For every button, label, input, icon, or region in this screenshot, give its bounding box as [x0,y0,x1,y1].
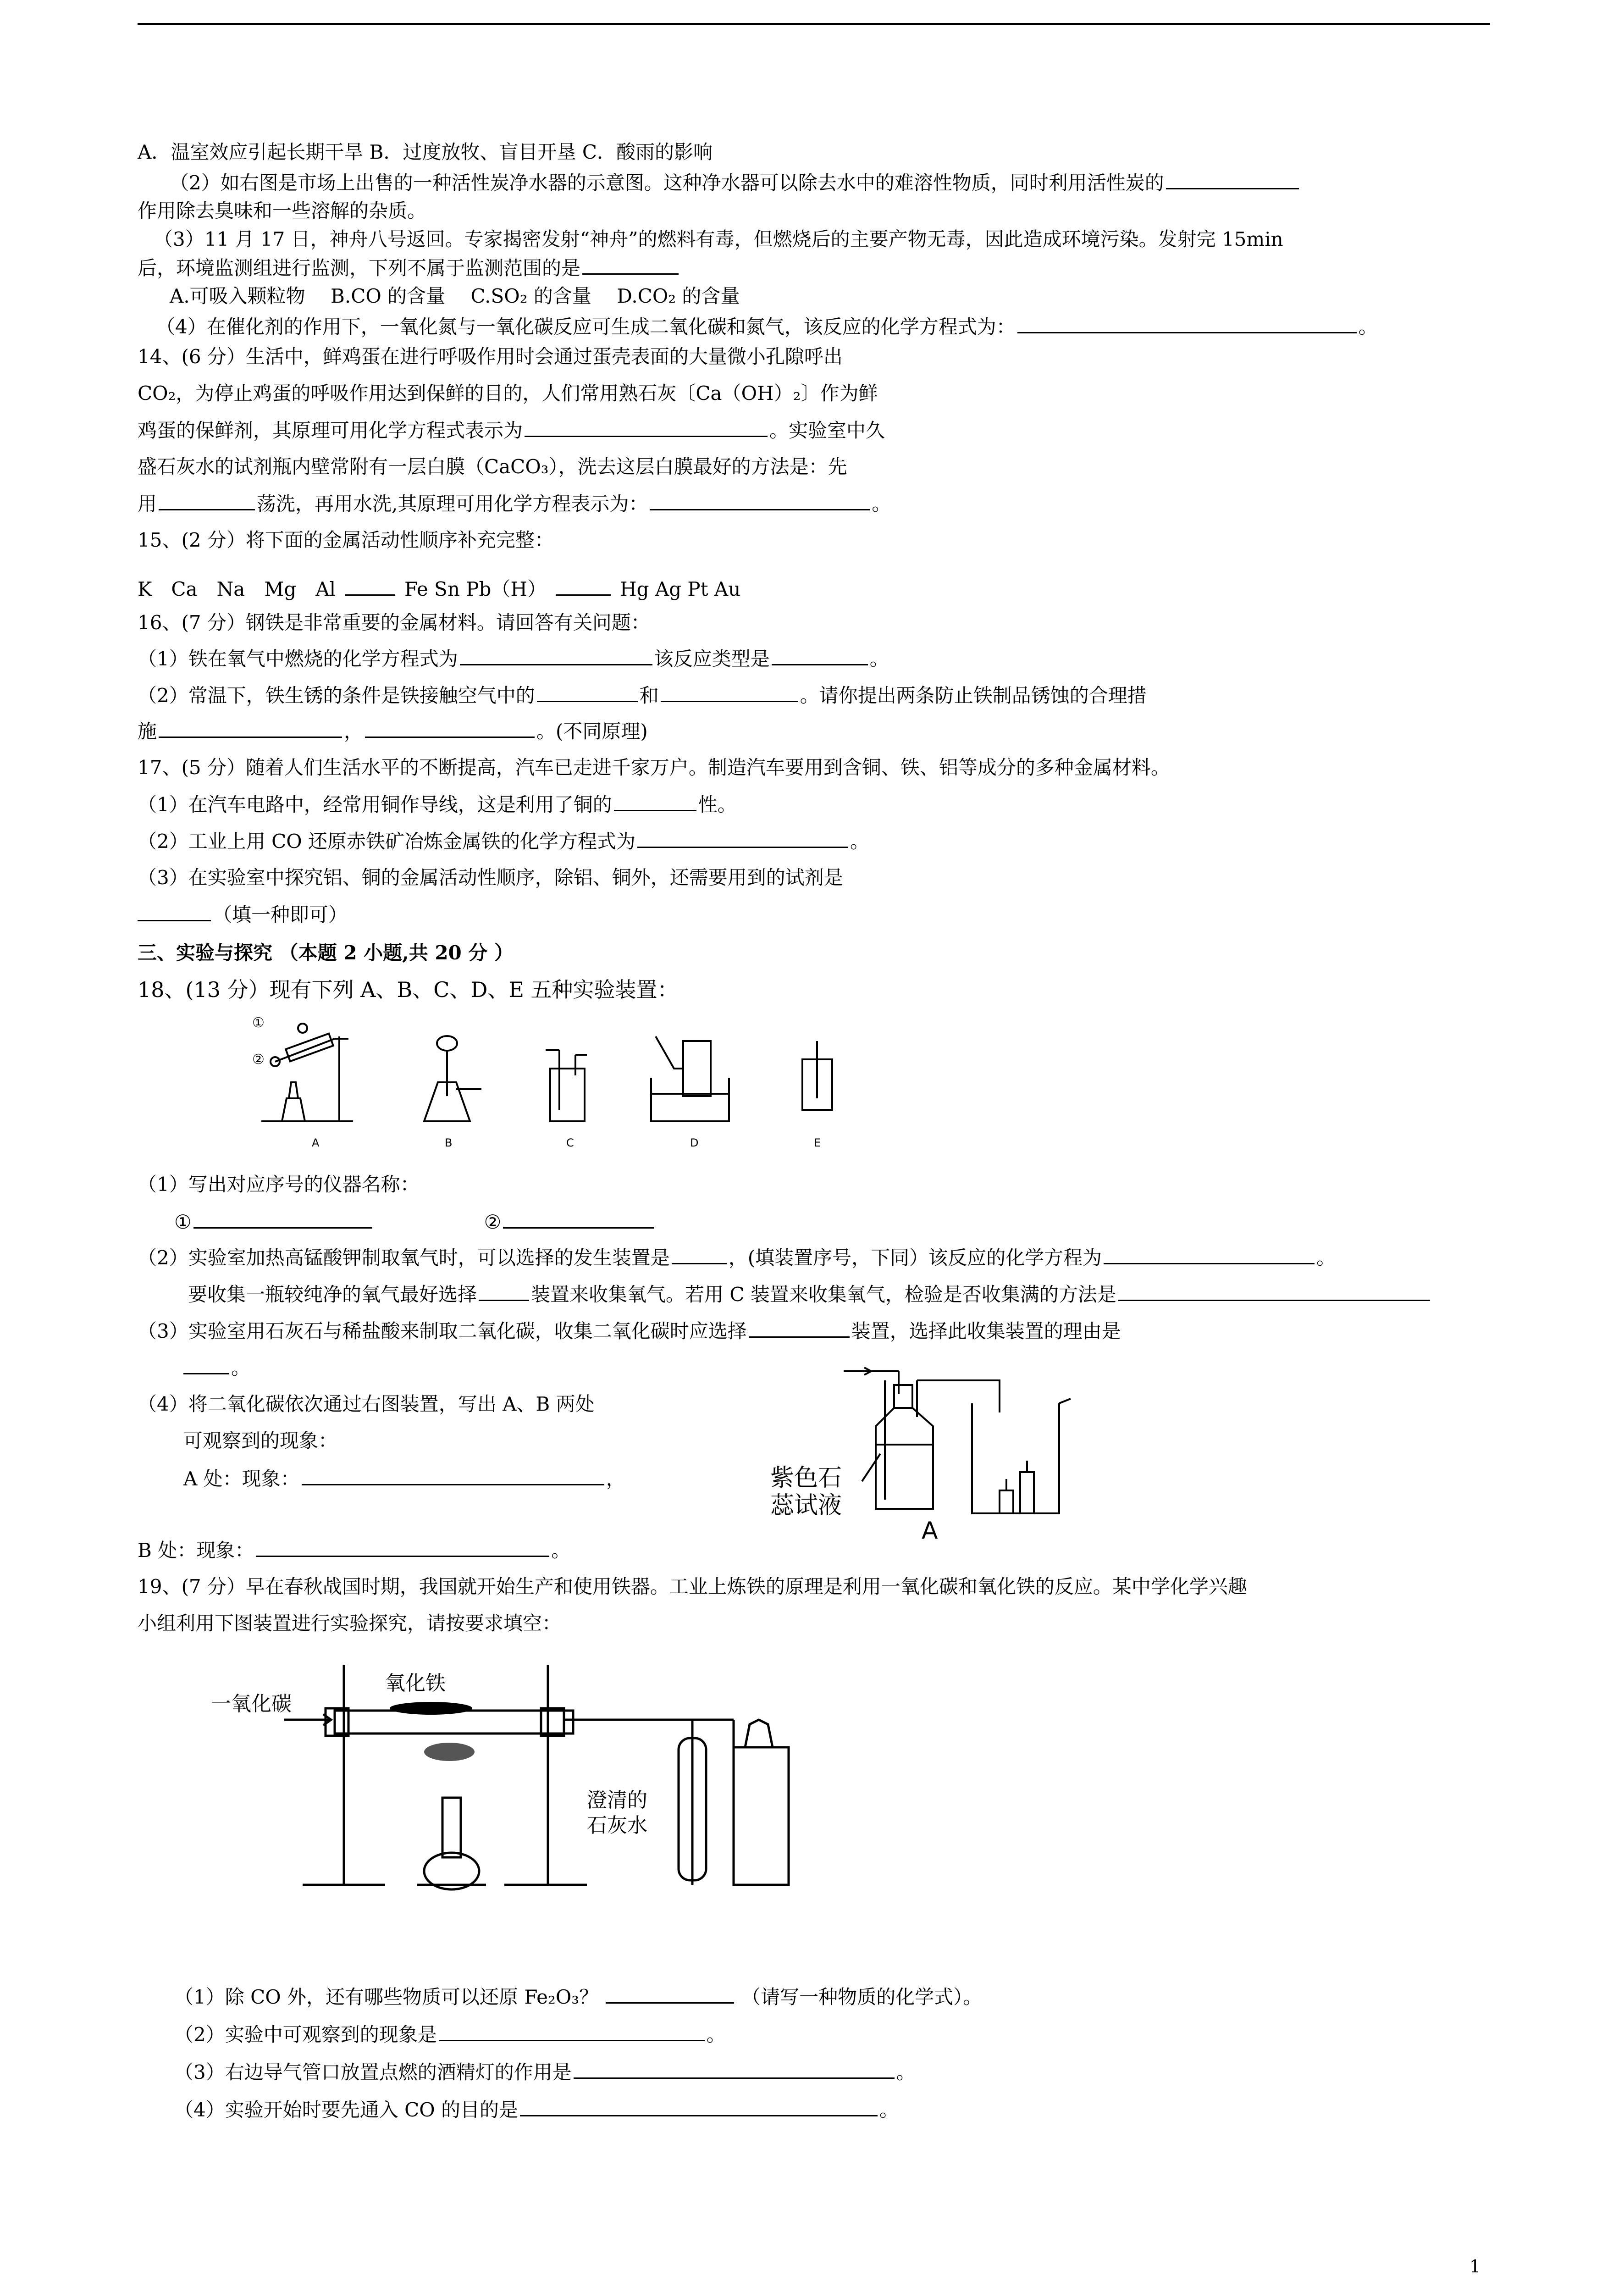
answer-blank[interactable] [606,1984,734,2004]
answer-blank[interactable] [520,2097,878,2116]
apparatus-label: E [814,1136,821,1149]
text-line: （3）实验室用石灰石与稀盐酸来制取二氧化碳，收集二氧化碳时应选择 装置，选择此收集装置的理由是 [138,1318,1121,1344]
answer-blank[interactable] [138,902,211,921]
text-line: 15、(2 分）将下面的金属活动性顺序补充完整： [138,529,554,551]
text-line: 后，环境监测组进行监测，下列不属于监测范围的是 [138,255,680,281]
text-line: 小组利用下图装置进行实验探究，请按要求填空： [138,1612,562,1634]
answer-blank[interactable] [614,792,696,811]
answer-blank[interactable] [365,718,535,738]
litmus-label: 蕊试液 [770,1492,842,1519]
text-line: 19、(7 分）早在春秋战国时期，我国就开始生产和使用铁器。工业上炼铁的原理是利用一氧化碳和氧化铁的反应。某中学化学兴趣 [138,1575,1247,1598]
text-line: （3）在实验室中探究铝、铜的金属活动性顺序，除铝、铜外，还需要用到的试剂是 [138,866,843,889]
answer-blank[interactable] [159,718,342,738]
text-line: （2）常温下，铁生锈的条件是铁接触空气中的 和 。请你提出两条防止铁制品锈蚀的合理措 [138,682,1147,709]
text-line: （3）右边导气管口放置点燃的酒精灯的作用是 。 [174,2059,916,2085]
text-line: （2）实验中可观察到的现象是 。 [174,2022,726,2048]
answer-blank[interactable] [256,1537,549,1557]
text-line: （4）在催化剂的作用下，一氧化氮与一氧化碳反应可生成二氧化碳和氮气，该反应的化学方程式为： 。 [156,314,1378,340]
text-line: 18、(13 分）现有下列 A、B、C、D、E 五种实验装置： [138,977,679,1002]
text-line: A.可吸入颗粒物 B.CO 的含量 C.SO₂ 的含量 D.CO₂ 的含量 [170,285,740,307]
header-rule [138,23,1490,25]
text-line: （3）11 月 17 日，神舟八号返回。专家揭密发射“神舟”的燃料有毒，但燃烧后的主要产物无毒，因此造成环境污染。发射完 15min [154,228,1283,250]
text-line: （填一种即可） [138,902,348,928]
iron-smelting-figure [211,1656,834,1908]
litmus-label: 紫色石 [770,1464,842,1492]
litmus-letter: A [922,1517,938,1545]
answer-blank[interactable] [1104,1245,1315,1264]
answer-blank[interactable] [1166,170,1299,189]
text-line: 作用除去臭味和一些溶解的杂质。 [138,199,427,222]
text-line: （2）工业上用 CO 还原赤铁矿冶炼金属铁的化学方程式为 。 [138,828,869,854]
co-label: 一氧化碳 [211,1692,292,1716]
text-line: 用 荡洗，再用水洗,其原理可用化学方程表示为： 。 [138,491,891,517]
co2-figure [770,1362,1100,1545]
text-line: （4）实验开始时要先通入 CO 的目的是 。 [174,2097,899,2123]
answer-blank[interactable] [439,2022,705,2041]
answer-blank[interactable] [159,491,255,510]
apparatus-label: B [445,1136,453,1149]
limewater-label: 澄清的 [587,1789,647,1812]
text-line: 14、(6 分）生活中，鲜鸡蛋在进行呼吸作用时会通过蛋壳表面的大量微小孔隙呼出 [138,345,843,368]
text-line: 要收集一瓶较纯净的氧气最好选择 装置来收集氧气。若用 C 装置来收集氧气，检验是否收集满的方法是 [188,1281,1432,1307]
circle-label: ① [252,1015,265,1031]
text-line: （1）除 CO 外，还有哪些物质可以还原 Fe₂O₃？ （请写一种物质的化学式）。 [174,1984,982,2010]
text-line: （2）如右图是市场上出售的一种活性炭净水器的示意图。这种净水器可以除去水中的难溶性物质，同时利用活性炭的 [170,170,1301,196]
text-line: 鸡蛋的保鲜剂，其原理可用化学方程式表示为 。实验室中久 [138,417,885,443]
apparatus-label: C [566,1136,574,1149]
text-line: 盛石灰水的试剂瓶内壁常附有一层白膜（CaCO₃），洗去这层白膜最好的方法是：先 [138,455,847,478]
answer-blank[interactable] [525,417,768,437]
answer-blank[interactable] [556,576,611,596]
text-line: （1）在汽车电路中，经常用铜作导线，这是利用了铜的 性。 [138,792,737,818]
text-line: 可观察到的现象： [183,1429,338,1452]
answer-blank[interactable] [537,682,638,702]
answer-blank[interactable] [460,646,652,665]
answer-blank[interactable] [1118,1281,1430,1301]
answer-blank[interactable] [345,576,395,596]
page-number: 1 [1469,2256,1481,2276]
answer-blank[interactable] [650,491,870,510]
answer-blank[interactable] [183,1355,229,1374]
text-line: （2）实验室加热高锰酸钾制取氧气时，可以选择的发生装置是 ，(填装置序号，下同）该反应的化学方程为 。 [138,1245,1336,1271]
text-line: 。 [183,1355,250,1381]
text-line: 施 ， 。(不同原理) [138,718,648,744]
apparatus-label: A [312,1136,320,1149]
circle-label: ② [252,1052,265,1068]
text-line: K Ca Na Mg Al Fe Sn Pb（H） Hg Ag Pt Au [138,576,740,602]
text-line: A．温室效应引起长期干旱 B．过度放牧、盲目开垦 C．酸雨的影响 [138,141,713,163]
answer-blank[interactable] [193,1209,372,1229]
text-line: B 处：现象： 。 [138,1537,570,1563]
answer-blank[interactable] [772,646,868,665]
text-line: （4）将二氧化碳依次通过右图装置，写出 A、B 两处 [138,1393,595,1415]
section-heading: 三、实验与探究 （本题 2 小题,共 20 分 ） [138,942,514,964]
text-line: ① ② [174,1209,656,1235]
answer-blank[interactable] [302,1466,604,1485]
answer-blank[interactable] [661,682,798,702]
answer-blank[interactable] [749,1318,850,1338]
answer-blank[interactable] [672,1245,727,1264]
answer-blank[interactable] [574,2059,895,2079]
answer-blank[interactable] [1017,314,1357,333]
fe2o3-label: 氧化铁 [385,1672,446,1695]
text-line: CO₂，为停止鸡蛋的呼吸作用达到保鲜的目的，人们常用熟石灰〔Ca（OH）₂〕作为鲜 [138,382,878,404]
answer-blank[interactable] [582,255,679,275]
text-line: （1）写出对应序号的仪器名称： [138,1173,420,1196]
text-line: （1）铁在氧气中燃烧的化学方程式为 该反应类型是 。 [138,646,889,672]
text-line: 17、(5 分）随着人们生活水平的不断提高，汽车已走进千家万户。制造汽车要用到含铜、铁、铝等成分的多种金属材料。 [138,756,1170,779]
answer-blank[interactable] [637,828,848,848]
limewater-label: 石灰水 [587,1814,647,1837]
apparatus-figure [243,1014,876,1165]
answer-blank[interactable] [479,1281,529,1301]
apparatus-label: D [690,1136,699,1149]
answer-blank[interactable] [503,1209,654,1229]
text-line: A 处：现象： ， [183,1466,625,1492]
text-line: 16、(7 分）钢铁是非常重要的金属材料。请回答有关问题： [138,611,650,634]
